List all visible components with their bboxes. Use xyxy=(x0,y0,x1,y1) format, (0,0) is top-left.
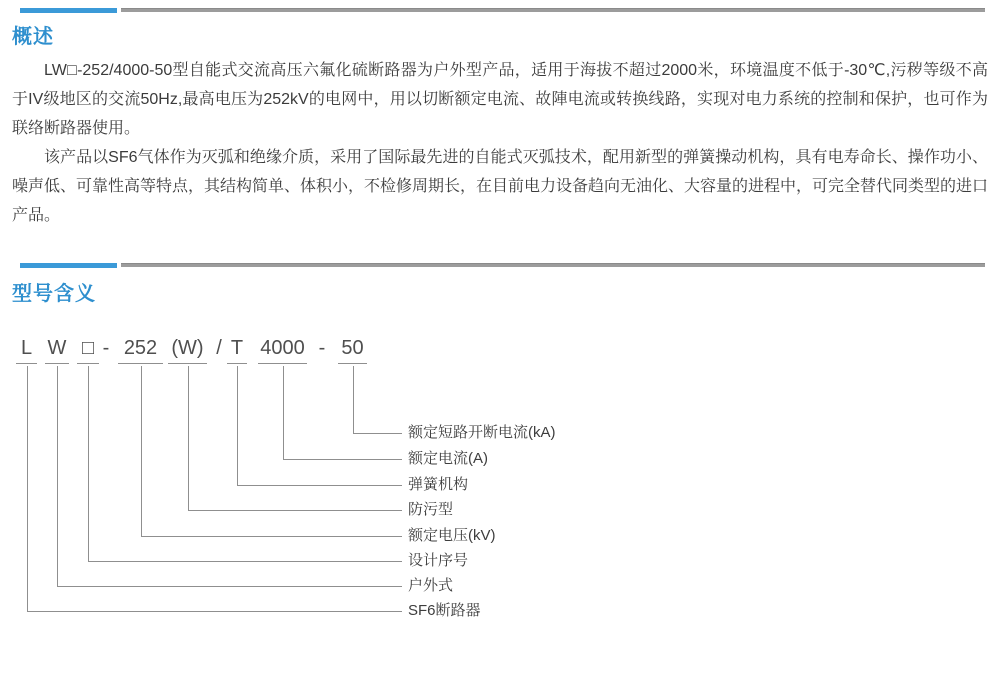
model-code-segment: - xyxy=(318,337,326,359)
callout-vertical-line xyxy=(283,366,284,459)
model-section-title: 型号含义 xyxy=(12,283,96,305)
callout-label: SF6断路器 xyxy=(408,602,481,619)
model-code-segment: 4000 xyxy=(260,337,305,359)
model-code-segment: W xyxy=(47,337,67,359)
callout-horizontal-line xyxy=(188,510,402,511)
callout-horizontal-line xyxy=(353,433,402,434)
model-code-segment: L xyxy=(20,337,33,359)
model-code-segment: 252 xyxy=(123,337,158,359)
overview-paragraph-1: LW□-252/4000-50型自能式交流高压六氟化硫断路器为户外型产品，适用于海拔不超过2000米，环境温度不低于-30℃,污秽等级不高于IV级地区的交流50Hz,最高电压为252kV的电网中，用以切断额定电流、故陣电流或转换线路，实现对电力系统的控制和保护，也可作为联络断路器使用。 xyxy=(12,62,988,137)
callout-vertical-line xyxy=(141,366,142,536)
callout-label: 防污型 xyxy=(408,501,454,518)
segment-underline xyxy=(45,363,69,364)
callout-label: 设计序号 xyxy=(408,552,469,569)
segment-underline xyxy=(227,363,247,364)
callout-horizontal-line xyxy=(27,611,402,612)
callout-vertical-line xyxy=(57,366,58,586)
model-code-segment: - xyxy=(102,337,110,359)
callout-vertical-line xyxy=(27,366,28,611)
model-code-segment: (W) xyxy=(171,337,204,359)
callout-label: 弹簧机构 xyxy=(408,476,469,493)
callout-label: 额定电压(kV) xyxy=(408,527,496,544)
segment-underline xyxy=(118,363,163,364)
callout-vertical-line xyxy=(188,366,189,510)
overview-paragraph-2: 该产品以SF6气体作为灭弧和绝缘介质，采用了国际最先进的自能式灭弧技术，配用新型的弹簧操动机构，具有电寿命长、操作功小、噪声低、可靠性高等特点，其结构简单、体积小，不检修周期长，在目前电力设备趋向无油化、大容量的进程中，可完全替代同类型的进口产品。 xyxy=(12,149,989,224)
segment-underline xyxy=(16,363,37,364)
model-code-segment: T xyxy=(230,337,244,359)
callout-vertical-line xyxy=(237,366,238,485)
model-code-segment: □ xyxy=(81,337,95,359)
callout-horizontal-line xyxy=(57,586,402,587)
callout-horizontal-line xyxy=(283,459,402,460)
callout-vertical-line xyxy=(88,366,89,561)
segment-underline xyxy=(338,363,367,364)
callout-horizontal-line xyxy=(237,485,402,486)
segment-underline xyxy=(77,363,99,364)
callout-horizontal-line xyxy=(141,536,402,537)
callout-horizontal-line xyxy=(88,561,402,562)
segment-underline xyxy=(258,363,307,364)
segment-underline xyxy=(168,363,207,364)
overview-section-title: 概述 xyxy=(12,26,54,48)
callout-vertical-line xyxy=(353,366,354,433)
model-code-segment: 50 xyxy=(341,337,364,359)
callout-label: 户外式 xyxy=(408,577,454,594)
callout-label: 额定短路开断电流(kA) xyxy=(408,424,556,441)
callout-label: 额定电流(A) xyxy=(408,450,488,467)
model-code-segment: / xyxy=(216,337,222,359)
